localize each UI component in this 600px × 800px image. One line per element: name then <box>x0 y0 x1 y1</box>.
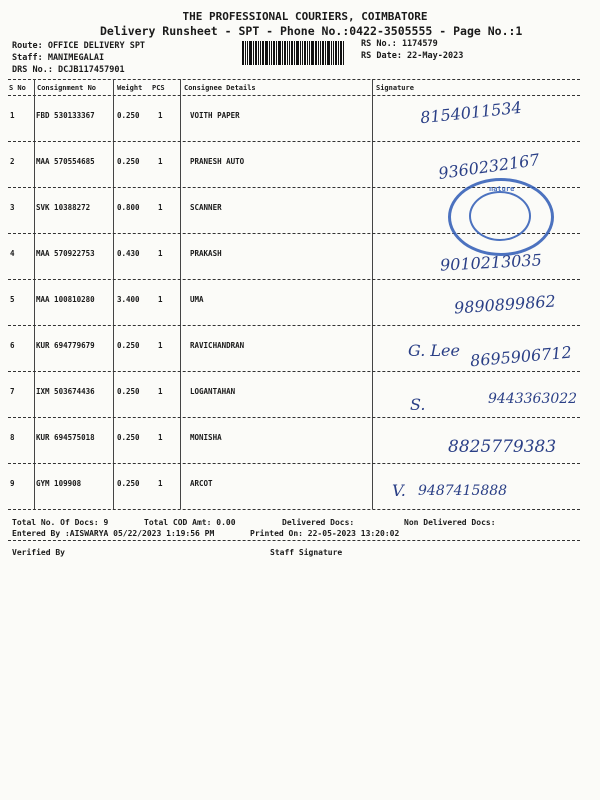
rs-number: RS No.: 1174579 <box>361 39 438 49</box>
barcode-bar <box>304 41 306 65</box>
row-consignee: PRANESH AUTO <box>190 157 245 166</box>
row-consignment: MAA 570922753 <box>36 249 95 258</box>
barcode <box>242 41 355 65</box>
barcode-bar <box>302 41 303 65</box>
row-pcs: 1 <box>158 249 163 258</box>
barcode-bar <box>320 41 321 65</box>
row-consignment: FBD 530133367 <box>36 111 95 120</box>
rs-date: RS Date: 22-May-2023 <box>361 51 464 61</box>
row-consignment: KUR 694779679 <box>36 341 95 350</box>
delivered-docs: Delivered Docs: <box>282 518 355 527</box>
barcode-bar <box>307 41 308 65</box>
barcode-bar <box>335 41 337 65</box>
table-row <box>0 371 580 417</box>
stamp-text: nature <box>489 185 515 193</box>
table-row <box>0 95 580 141</box>
row-sno: 8 <box>10 433 15 442</box>
row-signature-name: G. Lee <box>408 341 460 360</box>
row-consignee: MONISHA <box>190 433 222 442</box>
barcode-bar <box>247 41 248 65</box>
barcode-bar <box>276 41 277 65</box>
barcode-bar <box>271 41 272 65</box>
staff-label: Staff: MANIMEGALAI <box>12 53 105 63</box>
barcode-bar <box>294 41 295 65</box>
barcode-bar <box>289 41 290 65</box>
barcode-bar <box>253 41 254 65</box>
barcode-bar <box>325 41 326 65</box>
row-weight: 0.430 <box>117 249 140 258</box>
column-header-weight: Weight <box>117 84 143 92</box>
barcode-bar <box>343 41 344 65</box>
row-consignment: SVK 10388272 <box>36 203 91 212</box>
column-header-signature: Signature <box>376 84 414 92</box>
row-signature-name: S. <box>410 395 426 414</box>
row-consignment: MAA 100810280 <box>36 295 95 304</box>
barcode-bar <box>300 41 301 65</box>
row-pcs: 1 <box>158 111 163 120</box>
column-header-consignee: Consignee Details <box>184 84 256 92</box>
table-row <box>0 417 580 463</box>
row-signature: 9890899862 <box>453 291 557 318</box>
entered-by: Entered By :AISWARYA 05/22/2023 1:19:56 PM <box>12 529 215 538</box>
row-sno: 2 <box>10 157 15 166</box>
row-weight: 0.250 <box>117 387 140 396</box>
route-label: Route: OFFICE DELIVERY SPT <box>12 41 146 51</box>
barcode-bar <box>327 41 330 65</box>
row-consignee: SCANNER <box>190 203 222 212</box>
barcode-bar <box>282 41 283 65</box>
barcode-bar <box>278 41 281 65</box>
row-sno: 9 <box>10 479 15 488</box>
row-signature-name: V. <box>392 481 406 500</box>
barcode-bar <box>331 41 332 65</box>
barcode-bar <box>245 41 246 65</box>
row-signature: 8825779383 <box>448 437 557 457</box>
row-weight: 0.250 <box>117 341 140 350</box>
row-signature: 8695906712 <box>469 342 573 371</box>
row-consignment: IXM 503674436 <box>36 387 95 396</box>
row-consignee: UMA <box>190 295 204 304</box>
barcode-bar <box>262 41 264 65</box>
row-signature: 9360232167 <box>437 150 541 183</box>
barcode-bar <box>309 41 310 65</box>
barcode-bar <box>296 41 299 65</box>
row-signature: 8154011534 <box>419 97 523 128</box>
column-header-pcs: PCS <box>152 84 165 92</box>
footer-rule <box>8 540 580 541</box>
row-signature: 9487415888 <box>418 483 508 499</box>
table-row <box>0 233 580 279</box>
barcode-bar <box>338 41 339 65</box>
barcode-bar <box>258 41 259 65</box>
barcode-bar <box>318 41 319 65</box>
barcode-bar <box>269 41 270 65</box>
row-consignment: GYM 109908 <box>36 479 82 488</box>
row-consignment: KUR 694575018 <box>36 433 95 442</box>
row-weight: 0.250 <box>117 433 140 442</box>
row-signature: 9443363022 <box>488 391 578 407</box>
column-header-sno: S No <box>9 84 26 92</box>
column-header-consignment: Consignment No <box>37 84 97 92</box>
document-subtitle: Delivery Runsheet - SPT - Phone No.:0422-3505555 - Page No.:1 <box>100 24 523 38</box>
row-sno: 3 <box>10 203 15 212</box>
verified-by: Verified By <box>12 548 65 557</box>
barcode-bar <box>315 41 317 65</box>
row-pcs: 1 <box>158 295 163 304</box>
staff-signature: Staff Signature <box>270 548 343 557</box>
row-sno: 1 <box>10 111 15 120</box>
drs-number: DRS No.: DCJB117457901 <box>12 65 125 75</box>
row-consignment: MAA 570554685 <box>36 157 95 166</box>
barcode-bar <box>287 41 288 65</box>
barcode-bar <box>311 41 314 65</box>
row-consignee: ARCOT <box>190 479 213 488</box>
barcode-bar <box>249 41 252 65</box>
row-pcs: 1 <box>158 157 163 166</box>
row-consignee: LOGANTAHAN <box>190 387 236 396</box>
printed-on: Printed On: 22-05-2023 13:20:02 <box>250 529 400 538</box>
barcode-bar <box>284 41 286 65</box>
table-row <box>0 279 580 325</box>
barcode-bar <box>255 41 257 65</box>
row-sno: 5 <box>10 295 15 304</box>
row-sno: 4 <box>10 249 15 258</box>
table-row <box>0 325 580 371</box>
row-weight: 0.250 <box>117 479 140 488</box>
row-pcs: 1 <box>158 203 163 212</box>
row-sno: 7 <box>10 387 15 396</box>
row-consignee: RAVICHANDRAN <box>190 341 245 350</box>
row-consignee: VOITH PAPER <box>190 111 240 120</box>
row-pcs: 1 <box>158 341 163 350</box>
barcode-bar <box>265 41 268 65</box>
row-weight: 0.250 <box>117 111 140 120</box>
row-pcs: 1 <box>158 479 163 488</box>
table-row <box>0 463 580 509</box>
row-pcs: 1 <box>158 387 163 396</box>
barcode-bar <box>322 41 324 65</box>
barcode-bar <box>291 41 293 65</box>
barcode-bar <box>333 41 334 65</box>
barcode-bar <box>273 41 275 65</box>
table-top-rule <box>8 79 580 80</box>
row-weight: 3.400 <box>117 295 140 304</box>
row-weight: 0.800 <box>117 203 140 212</box>
row-consignee: PRAKASH <box>190 249 222 258</box>
barcode-bar <box>340 41 342 65</box>
table-bottom-rule <box>8 509 580 510</box>
row-pcs: 1 <box>158 433 163 442</box>
row-signature: 9010213035 <box>439 250 543 275</box>
row-weight: 0.250 <box>117 157 140 166</box>
total-cod: Total COD Amt: 0.00 <box>144 518 236 527</box>
barcode-bar <box>260 41 261 65</box>
non-delivered-docs: Non Delivered Docs: <box>404 518 496 527</box>
total-docs: Total No. Of Docs: 9 <box>12 518 109 527</box>
document-title: THE PROFESSIONAL COURIERS, COIMBATORE <box>182 10 428 23</box>
row-sno: 6 <box>10 341 15 350</box>
barcode-bar <box>242 41 244 65</box>
